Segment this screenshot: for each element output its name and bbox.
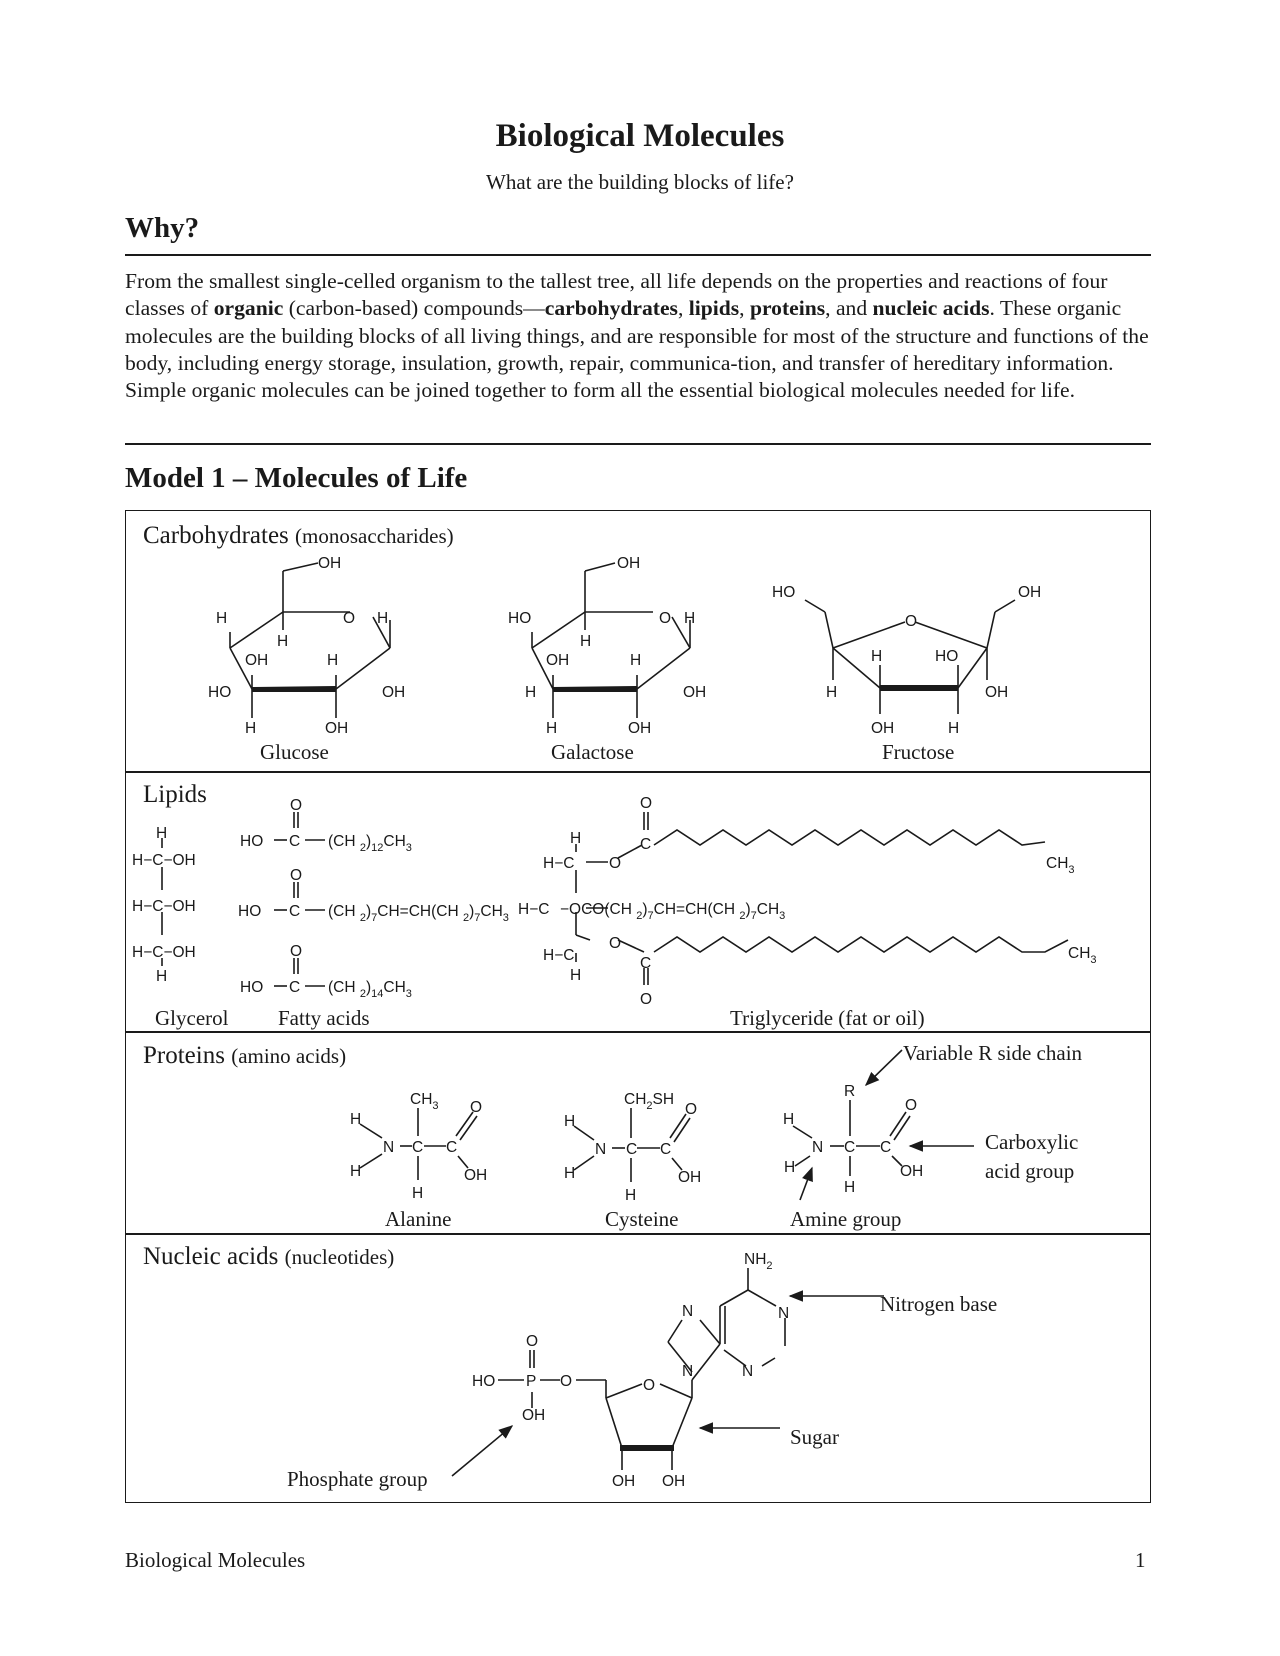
model-heading: Model 1 – Molecules of Life (125, 462, 468, 494)
svg-text:O: O (526, 1333, 539, 1350)
svg-text:HO: HO (238, 903, 262, 920)
svg-text:H: H (245, 720, 257, 737)
svg-text:N: N (595, 1141, 607, 1158)
page-number: 1 (1135, 1548, 1146, 1572)
acid-group-label: acid group (985, 1159, 1075, 1183)
svg-text:O: O (470, 1099, 483, 1116)
proteins-label: Proteins (amino acids) (143, 1042, 347, 1069)
svg-text:O: O (609, 855, 622, 872)
svg-text:H: H (156, 825, 168, 842)
svg-text:H: H (327, 652, 339, 669)
glucose-structure (230, 563, 390, 718)
svg-text:OH: OH (245, 652, 269, 669)
svg-text:HO: HO (472, 1373, 496, 1390)
svg-text:H: H (564, 1165, 576, 1182)
svg-text:P: P (526, 1373, 537, 1390)
svg-text:O: O (640, 795, 653, 812)
svg-text:HO: HO (240, 833, 264, 850)
svg-text:OH: OH (1018, 584, 1042, 601)
svg-text:CH3: $CH_3$ (1046, 855, 1075, 876)
svg-text:H: H (570, 830, 582, 847)
svg-text:O: O (905, 613, 918, 630)
svg-text:H: H (844, 1179, 856, 1196)
svg-text:H−C: H−C (543, 947, 575, 964)
svg-text:H: H (580, 633, 592, 650)
svg-text:C: C (640, 836, 652, 853)
svg-text:O: O (643, 1377, 656, 1394)
svg-text:H: H (630, 652, 642, 669)
lipids-label: Lipids (143, 781, 207, 808)
nucleotide-structure (452, 1268, 884, 1476)
svg-text:OH: OH (522, 1407, 546, 1424)
svg-text:C: C (289, 903, 301, 920)
svg-text:HO: HO (240, 979, 264, 996)
svg-text:H−C: H−C (543, 855, 575, 872)
svg-text:O: O (290, 797, 303, 814)
svg-text:O: O (685, 1101, 698, 1118)
svg-text:H: H (525, 684, 537, 701)
svg-text:NH2: $NH_2$ (744, 1251, 773, 1272)
svg-text:H: H (216, 610, 228, 627)
svg-text:C: C (880, 1139, 892, 1156)
svg-text:N: N (383, 1139, 395, 1156)
svg-text:C: C (289, 833, 301, 850)
svg-text:OH: OH (464, 1167, 488, 1184)
svg-text:C: C (446, 1139, 458, 1156)
svg-text:OH: OH (871, 720, 895, 737)
svg-text:HO: HO (772, 584, 796, 601)
svg-text:H: H (783, 1111, 795, 1128)
svg-text:O: O (343, 610, 356, 627)
cysteine-label: Cysteine (605, 1207, 679, 1231)
svg-text:−OCO(CH 2)7CH=CH(CH 2)7CH3: −OCO(CH $_2)_7CH=CH(CH$ $_2)_7CH_3$ (560, 901, 786, 922)
carbs-label: Carbohydrates (monosaccharides) (143, 522, 454, 549)
fatty-acids-label: Fatty acids (278, 1006, 370, 1030)
svg-text:O: O (290, 943, 303, 960)
alanine-label: Alanine (385, 1207, 452, 1231)
svg-text:CH3: $CH_3$ (1068, 945, 1097, 966)
svg-text:OH: OH (318, 555, 342, 572)
svg-text:H: H (826, 684, 838, 701)
footer-title: Biological Molecules (125, 1548, 306, 1572)
nitrogen-base-label: Nitrogen base (880, 1292, 998, 1316)
nucleic-label: Nucleic acids (nucleotides) (143, 1243, 395, 1270)
svg-text:OH: OH (628, 720, 652, 737)
galactose-structure (532, 563, 690, 718)
generic-amino-acid-structure (793, 1050, 974, 1200)
variable-r-label: Variable R side chain (903, 1041, 1083, 1065)
svg-text:OH: OH (683, 684, 707, 701)
why-paragraph: From the smallest single-celled organism to the tallest tree, all life depends on the properties and reactions of four classes of organic (carbon-based) compounds—carbohydrates, lipids, proteins, and nucleic acids. These organic molecules are the building blocks of all living things, and are responsible for most of the structure and functions of the body, including energy storage, insulation, growth, repair, communica-tion, and transfer of hereditary information. Simple organic molecules can be joined together to form all the essential biological molecules needed for life. (125, 269, 1149, 403)
svg-text:O: O (640, 991, 653, 1008)
svg-text:HO: HO (208, 684, 232, 701)
svg-text:(CH 2)12CH3: (CH $_2)_{12}CH_3$ (328, 833, 412, 854)
svg-text:H: H (277, 633, 289, 650)
svg-text:H−C−OH: H−C−OH (132, 944, 196, 961)
svg-text:H: H (570, 967, 582, 984)
svg-text:H−C−OH: H−C−OH (132, 898, 196, 915)
svg-text:N: N (778, 1305, 790, 1322)
triglyceride-label: Triglyceride (fat or oil) (730, 1006, 925, 1030)
svg-text:(CH 2)7CH=CH(CH 2)7CH3: (CH $_2)_7CH=CH(CH$ $_2)_7CH_3$ (328, 903, 509, 924)
svg-text:OH: OH (617, 555, 641, 572)
svg-text:N: N (742, 1363, 754, 1380)
why-heading: Why? (125, 212, 200, 244)
svg-text:O: O (560, 1373, 573, 1390)
svg-text:H: H (546, 720, 558, 737)
page-title: Biological Molecules (495, 118, 785, 154)
svg-text:R: R (844, 1083, 856, 1100)
svg-text:H: H (564, 1113, 576, 1130)
glucose-label: Glucose (260, 740, 329, 764)
svg-text:H: H (377, 610, 389, 627)
svg-text:O: O (905, 1097, 918, 1114)
svg-text:O: O (609, 935, 622, 952)
svg-text:C: C (289, 979, 301, 996)
svg-text:C: C (660, 1141, 672, 1158)
svg-text:H: H (948, 720, 960, 737)
svg-text:OH: OH (662, 1473, 686, 1490)
svg-text:N: N (682, 1363, 694, 1380)
svg-text:H−C−OH: H−C−OH (132, 852, 196, 869)
svg-text:O: O (659, 610, 672, 627)
galactose-label: Galactose (551, 740, 634, 764)
svg-text:H: H (625, 1187, 637, 1204)
svg-text:H: H (156, 968, 168, 985)
svg-text:OH: OH (985, 684, 1009, 701)
atom-labels (132, 555, 1097, 1490)
svg-text:C: C (412, 1139, 424, 1156)
svg-text:C: C (640, 955, 652, 972)
svg-text:C: C (844, 1139, 856, 1156)
svg-text:CH2SH: $CH_2SH$ (624, 1091, 675, 1112)
svg-text:H: H (350, 1163, 362, 1180)
svg-text:OH: OH (612, 1473, 636, 1490)
svg-text:O: O (290, 867, 303, 884)
svg-text:HO: HO (508, 610, 532, 627)
amine-group-label: Amine group (790, 1207, 902, 1231)
page-subtitle: What are the building blocks of life? (486, 170, 794, 194)
svg-text:H: H (784, 1159, 796, 1176)
svg-text:OH: OH (546, 652, 570, 669)
svg-text:N: N (682, 1303, 694, 1320)
phosphate-group-label: Phosphate group (287, 1467, 428, 1491)
svg-text:N: N (812, 1139, 824, 1156)
svg-text:OH: OH (900, 1163, 924, 1180)
glycerol-label: Glycerol (155, 1006, 229, 1030)
svg-text:H: H (350, 1111, 362, 1128)
svg-text:OH: OH (382, 684, 406, 701)
svg-text:H: H (412, 1185, 424, 1202)
svg-text:CH3: $CH_3$ (410, 1091, 439, 1112)
svg-text:(CH 2)14CH3: (CH $_2)_{14}CH_3$ (328, 979, 412, 1000)
svg-text:C: C (626, 1141, 638, 1158)
svg-text:HO: HO (935, 648, 959, 665)
carboxylic-label: Carboxylic (985, 1130, 1079, 1154)
fructose-label: Fructose (882, 740, 955, 764)
svg-text:H−C: H−C (518, 901, 550, 918)
svg-text:OH: OH (678, 1169, 702, 1186)
svg-text:H: H (871, 648, 883, 665)
svg-text:H: H (684, 610, 696, 627)
svg-text:OH: OH (325, 720, 349, 737)
sugar-label: Sugar (790, 1425, 839, 1449)
